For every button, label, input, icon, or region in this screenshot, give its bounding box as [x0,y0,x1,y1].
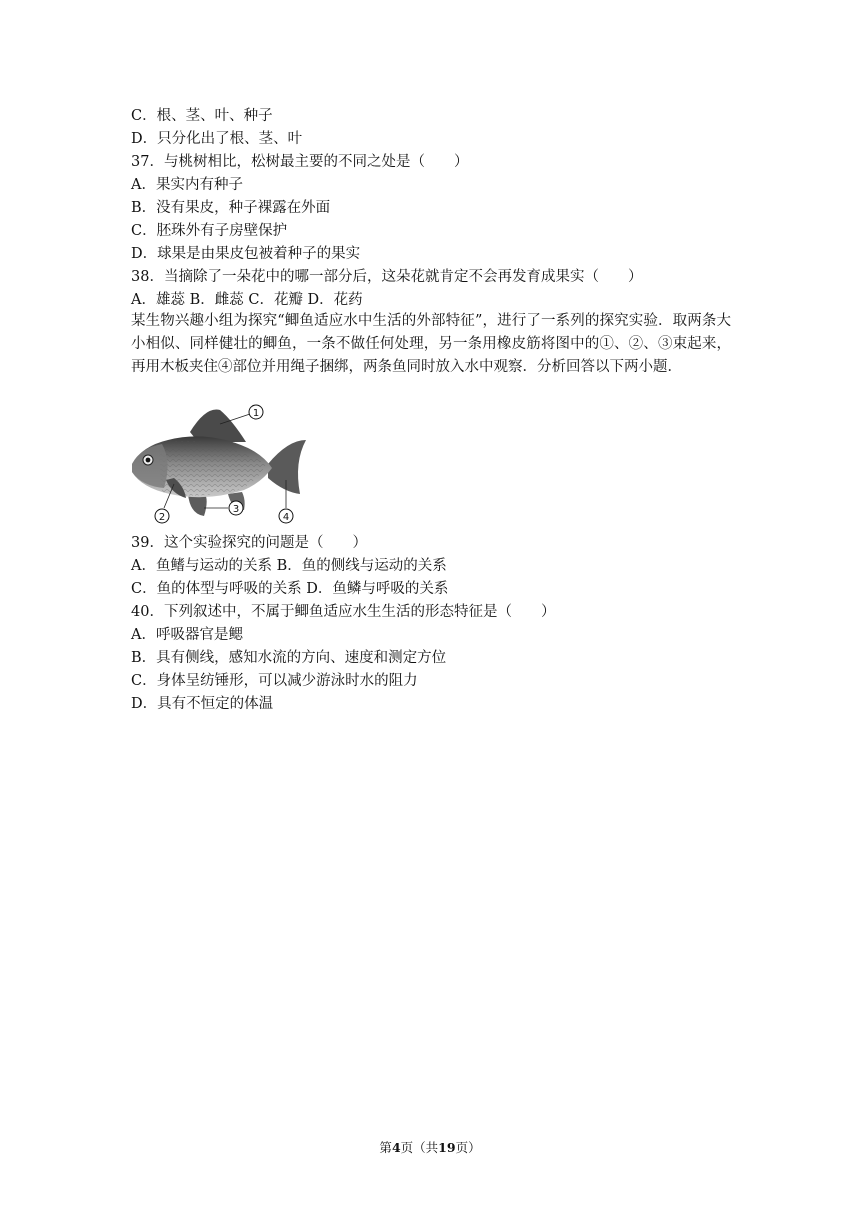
question-39: 39．这个实验探究的问题是（ ） [131,535,367,551]
svg-text:4: 4 [282,512,290,523]
crucian-carp-image [128,402,310,524]
option-36c: C．根、茎、叶、种子 [131,108,273,124]
option-37d: D．球果是由果皮包被着种子的果实 [131,246,361,262]
svg-text:3: 3 [232,504,240,515]
option-40d: D．具有不恒定的体温 [131,696,274,712]
options-38: A．雄蕊 B．雌蕊 C．花瓣 D．花药 [131,292,363,308]
tail-fin [268,440,306,494]
footer-total-pages: 19 [438,1140,456,1155]
option-40a: A．呼吸器官是鳃 [131,627,243,643]
experiment-paragraph: 某生物兴趣小组为探究“鲫鱼适应水中生活的外部特征”，进行了一系列的探究实验．取两条大小相似、同样健壮的鲫鱼，一条不做任何处理，另一条用橡皮筋将图中的①、②、③束起来，再用木板夹住④部位并用绳子捆绑，两条鱼同时放入水中观察．分析回答以下两小题． [131,313,731,375]
options-39-ab: A．鱼鳍与运动的关系 B．鱼的侧线与运动的关系 [131,558,447,574]
fish-pupil [146,458,151,463]
page-footer [0,1140,860,1156]
option-40c: C．身体呈纺锤形，可以减少游泳时水的阻力 [131,673,418,689]
svg-text:1: 1 [252,408,260,419]
figure-label-1 [249,405,263,419]
figure-label-3 [229,501,243,515]
question-38: 38．当摘除了一朵花中的哪一部分后，这朵花就肯定不会再发育成果实（ ） [131,269,643,285]
option-37c: C．胚珠外有子房壁保护 [131,223,288,239]
pelvic-fin [188,494,207,516]
option-37b: B．没有果皮，种子裸露在外面 [131,200,331,216]
question-37: 37．与桃树相比，松树最主要的不同之处是（ ） [131,154,469,170]
footer-pre: 第 [379,1140,392,1155]
option-36d: D．只分化出了根、茎、叶 [131,131,303,147]
options-39-cd: C．鱼的体型与呼吸的关系 D．鱼鳞与呼吸的关系 [131,581,449,597]
fish-figure [128,402,310,524]
question-40: 40．下列叙述中，不属于鲫鱼适应水生生活的形态特征是（ ） [131,604,556,620]
footer-mid: 页（共 [400,1140,439,1155]
fish-head [132,444,168,488]
footer-post: 页） [455,1140,481,1155]
footer-page-number: 4 [391,1140,401,1155]
svg-text:2: 2 [158,512,166,523]
option-37a: A．果实内有种子 [131,177,243,193]
option-40b: B．具有侧线，感知水流的方向、速度和测定方位 [131,650,447,666]
figure-label-2 [155,509,169,523]
figure-label-4 [279,509,293,523]
